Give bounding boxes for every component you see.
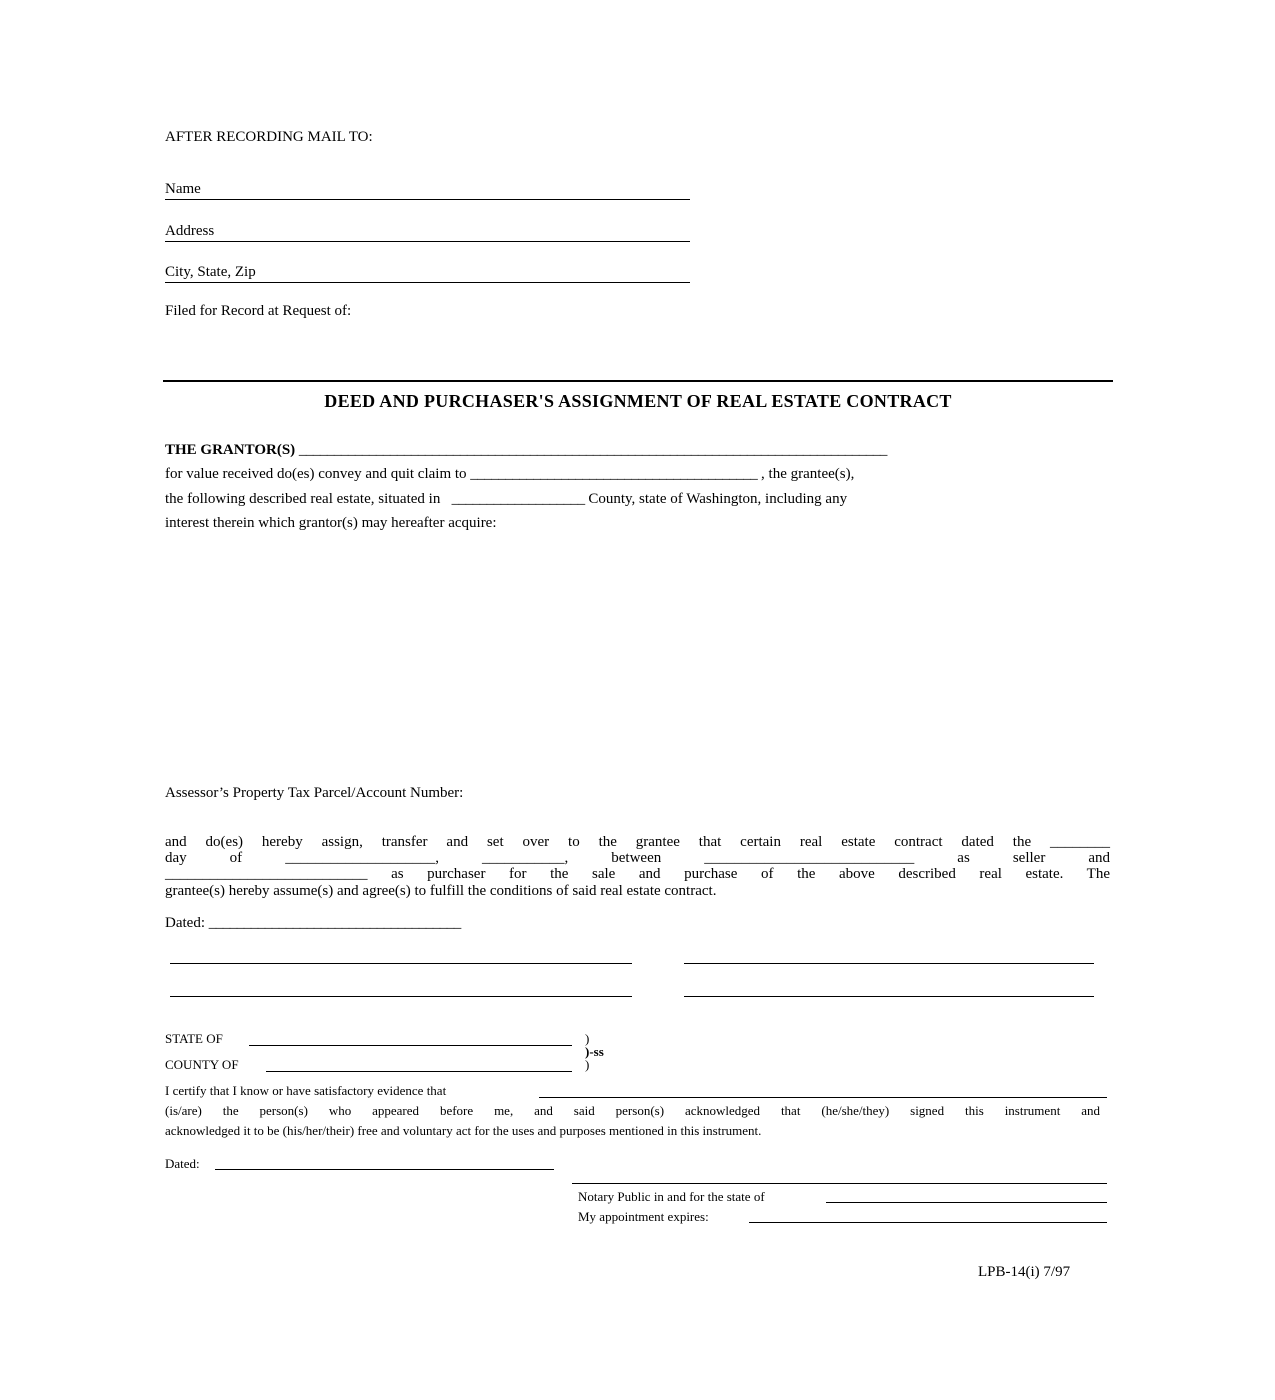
title-divider <box>163 380 1113 382</box>
grantor-blank[interactable]: ____________________________________________________________________________________ <box>298 442 887 458</box>
paren-2: ) <box>585 1057 590 1072</box>
appointment-label: My appointment expires: <box>578 1209 709 1224</box>
certify-line-3: acknowledged it to be (his/her/their) free and voluntary act for the uses and purposes mentioned in this instrument. <box>165 1123 762 1138</box>
grantee-text: , the grantee(s), <box>761 466 855 482</box>
notary-state-blank[interactable] <box>826 1202 1107 1203</box>
certify-blank[interactable] <box>539 1097 1107 1098</box>
state-of-label: STATE OF <box>165 1031 223 1046</box>
name-label: Name <box>165 181 201 197</box>
paren-1: ) <box>585 1031 590 1046</box>
signature-line-3[interactable] <box>170 996 632 997</box>
name-field[interactable] <box>165 181 690 200</box>
county-of-blank[interactable] <box>266 1071 572 1072</box>
assign-line-3: ___________________________ as purchaser for the sale and purchase of the above described real estate. The <box>165 866 1110 882</box>
dated-line <box>165 915 461 932</box>
certify-text: I certify that I know or have satisfactory evidence that <box>165 1083 447 1098</box>
form-id: LPB-14(i) 7/97 <box>978 1264 1071 1280</box>
grantee-blank[interactable]: _________________________________________ <box>470 466 758 482</box>
filed-for-record-label: Filed for Record at Request of: <box>165 303 352 319</box>
dated-label: Dated: <box>165 915 205 931</box>
city-state-zip-field[interactable] <box>165 264 690 283</box>
signature-line-4[interactable] <box>684 996 1094 997</box>
situated-text: the following described real estate, situated in <box>165 491 441 507</box>
state-of-blank[interactable] <box>249 1045 572 1046</box>
mail-to-heading: AFTER RECORDING MAIL TO: <box>165 129 373 145</box>
convey-text: for value received do(es) convey and quit claim to <box>165 466 467 482</box>
address-field[interactable] <box>165 223 690 242</box>
notary-dated-label: Dated: <box>165 1156 200 1171</box>
county-blank[interactable]: ___________________ <box>451 491 585 507</box>
certify-line-2: (is/are) the person(s) who appeared before me, and said person(s) acknowledged that (he/she/they) signed this instrument and <box>165 1103 1100 1118</box>
signature-line-1[interactable] <box>170 963 632 964</box>
grantor-label: THE GRANTOR(S) <box>165 442 296 458</box>
interest-text: interest therein which grantor(s) may hereafter acquire: <box>165 515 497 531</box>
county-line <box>165 491 847 508</box>
grantor-line <box>165 442 887 459</box>
assign-line-1: and do(es) hereby assign, transfer and set over to the grantee that certain real estate contract dated the ________ <box>165 834 1110 850</box>
notary-dated-blank[interactable] <box>215 1169 554 1170</box>
county-text: County, state of Washington, including any <box>588 491 848 507</box>
assign-line-2: day of ____________________, ___________, between ____________________________ as seller and <box>165 850 1110 866</box>
document-title: DEED AND PURCHASER'S ASSIGNMENT OF REAL ESTATE CONTRACT <box>324 391 952 411</box>
grantee-line <box>165 466 854 483</box>
county-of-label: COUNTY OF <box>165 1057 239 1072</box>
ss-mark: )-ss <box>585 1044 604 1059</box>
assign-line-4: grantee(s) hereby assume(s) and agree(s) to fulfill the conditions of said real estate contract. <box>165 883 717 899</box>
notary-public-label: Notary Public in and for the state of <box>578 1189 765 1204</box>
address-label: Address <box>165 223 215 239</box>
appointment-blank[interactable] <box>749 1222 1107 1223</box>
dated-blank[interactable]: ____________________________________ <box>208 915 461 931</box>
assessor-label: Assessor’s Property Tax Parcel/Account Number: <box>165 785 464 801</box>
city-state-zip-label: City, State, Zip <box>165 264 256 280</box>
signature-line-2[interactable] <box>684 963 1094 964</box>
notary-signature-line[interactable] <box>572 1183 1107 1184</box>
